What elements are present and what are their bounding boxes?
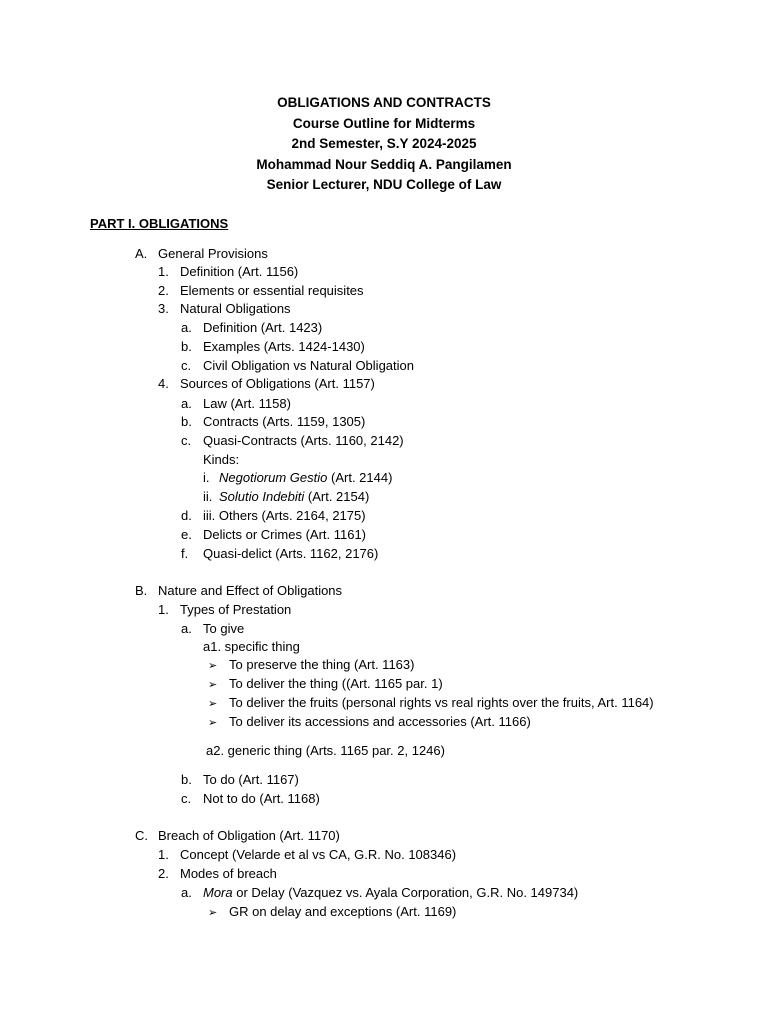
subitem-marker: c. bbox=[181, 791, 192, 806]
item-marker: 2. bbox=[158, 866, 169, 881]
outline-item: Modes of breach bbox=[180, 866, 277, 881]
subitem-marker: b. bbox=[181, 772, 192, 787]
arrow-bullet-icon: ➢ bbox=[208, 698, 218, 710]
outline-item: Sources of Obligations (Art. 1157) bbox=[180, 376, 375, 391]
kind-item: Solutio Indebiti (Art. 2154) bbox=[219, 489, 370, 504]
subitem-marker: d. bbox=[181, 508, 192, 523]
arrow-bullet-icon: ➢ bbox=[208, 679, 218, 691]
subitem-marker: a. bbox=[181, 621, 192, 636]
section-marker: B. bbox=[135, 583, 148, 598]
section-title: Breach of Obligation (Art. 1170) bbox=[158, 828, 340, 843]
arrow-bullet-icon: ➢ bbox=[208, 907, 218, 919]
lecturer-name: Mohammad Nour Seddiq A. Pangilamen bbox=[256, 156, 512, 172]
subitem-marker: b. bbox=[181, 414, 192, 429]
subitem-marker: c. bbox=[181, 433, 192, 448]
item-marker: 4. bbox=[158, 376, 169, 391]
outline-subitem: Law (Art. 1158) bbox=[203, 396, 291, 411]
lecturer-title: Senior Lecturer, NDU College of Law bbox=[266, 177, 502, 192]
outline-item: Definition (Art. 1156) bbox=[180, 264, 299, 279]
subitem-marker: b. bbox=[181, 339, 192, 354]
bullet-item: To deliver the fruits (personal rights vs real rights over the fruits, Art. 1164) bbox=[229, 695, 654, 710]
arrow-bullet-icon: ➢ bbox=[208, 717, 218, 729]
bullet-item: To deliver the thing ((Art. 1165 par. 1) bbox=[229, 676, 443, 691]
outline-subitem: Contracts (Arts. 1159, 1305) bbox=[203, 414, 366, 429]
outline-item: Natural Obligations bbox=[180, 301, 291, 316]
item-marker: 2. bbox=[158, 283, 169, 298]
subitem-marker: a. bbox=[181, 320, 192, 335]
outline-subitem: Examples (Arts. 1424-1430) bbox=[203, 339, 365, 354]
subitem-marker: a. bbox=[181, 396, 192, 411]
item-marker: 1. bbox=[158, 264, 169, 279]
course-subtitle: Course Outline for Midterms bbox=[292, 115, 476, 131]
section-title: Nature and Effect of Obligations bbox=[158, 583, 343, 598]
outline-subitem: Definition (Art. 1423) bbox=[203, 320, 323, 335]
subitem-marker: c. bbox=[181, 358, 192, 373]
outline-item: Elements or essential requisites bbox=[180, 283, 364, 298]
bullet-item: To preserve the thing (Art. 1163) bbox=[229, 657, 415, 672]
bullet-item: To deliver its accessions and accessories (Art. 1166) bbox=[229, 714, 531, 729]
item-marker: 1. bbox=[158, 847, 169, 862]
outline-subitem: To give bbox=[203, 621, 245, 636]
bullet-item: GR on delay and exceptions (Art. 1169) bbox=[229, 904, 457, 919]
section-marker: A. bbox=[135, 246, 148, 261]
subsection-label: a2. generic thing (Arts. 1165 par. 2, 1246) bbox=[206, 743, 445, 758]
semester-line: 2nd Semester, S.Y 2024-2025 bbox=[291, 136, 477, 151]
outline-subitem: To do (Art. 1167) bbox=[203, 772, 299, 787]
outline-item: Types of Prestation bbox=[180, 602, 292, 617]
outline-subitem: Civil Obligation vs Natural Obligation bbox=[203, 358, 414, 373]
document-header bbox=[0, 93, 768, 196]
arrow-bullet-icon: ➢ bbox=[208, 660, 218, 672]
outline-subitem: iii. Others (Arts. 2164, 2175) bbox=[203, 508, 366, 523]
outline-subitem: Mora or Delay (Vazquez vs. Ayala Corporation, G.R. No. 149734) bbox=[203, 885, 579, 900]
course-title: OBLIGATIONS AND CONTRACTS bbox=[277, 95, 491, 110]
subsection-label: a1. specific thing bbox=[203, 639, 300, 654]
kinds-label: Kinds: bbox=[203, 452, 240, 467]
part-title: PART I. OBLIGATIONS bbox=[90, 216, 229, 231]
item-marker: 3. bbox=[158, 301, 169, 316]
section-title: General Provisions bbox=[158, 246, 268, 261]
roman-marker: ii. bbox=[203, 489, 213, 504]
outline-subitem: Quasi-delict (Arts. 1162, 2176) bbox=[203, 546, 379, 561]
subitem-marker: a. bbox=[181, 885, 192, 900]
kind-item: Negotiorum Gestio (Art. 2144) bbox=[219, 470, 393, 485]
outline-subitem: Not to do (Art. 1168) bbox=[203, 791, 320, 806]
outline-subitem: Delicts or Crimes (Art. 1161) bbox=[203, 527, 367, 542]
subitem-marker: f. bbox=[181, 546, 189, 561]
roman-marker: i. bbox=[203, 470, 210, 485]
outline-item: Concept (Velarde et al vs CA, G.R. No. 108346) bbox=[180, 847, 457, 862]
section-marker: C. bbox=[135, 828, 148, 843]
outline-subitem: Quasi-Contracts (Arts. 1160, 2142) bbox=[203, 433, 404, 448]
item-marker: 1. bbox=[158, 602, 169, 617]
subitem-marker: e. bbox=[181, 527, 192, 542]
